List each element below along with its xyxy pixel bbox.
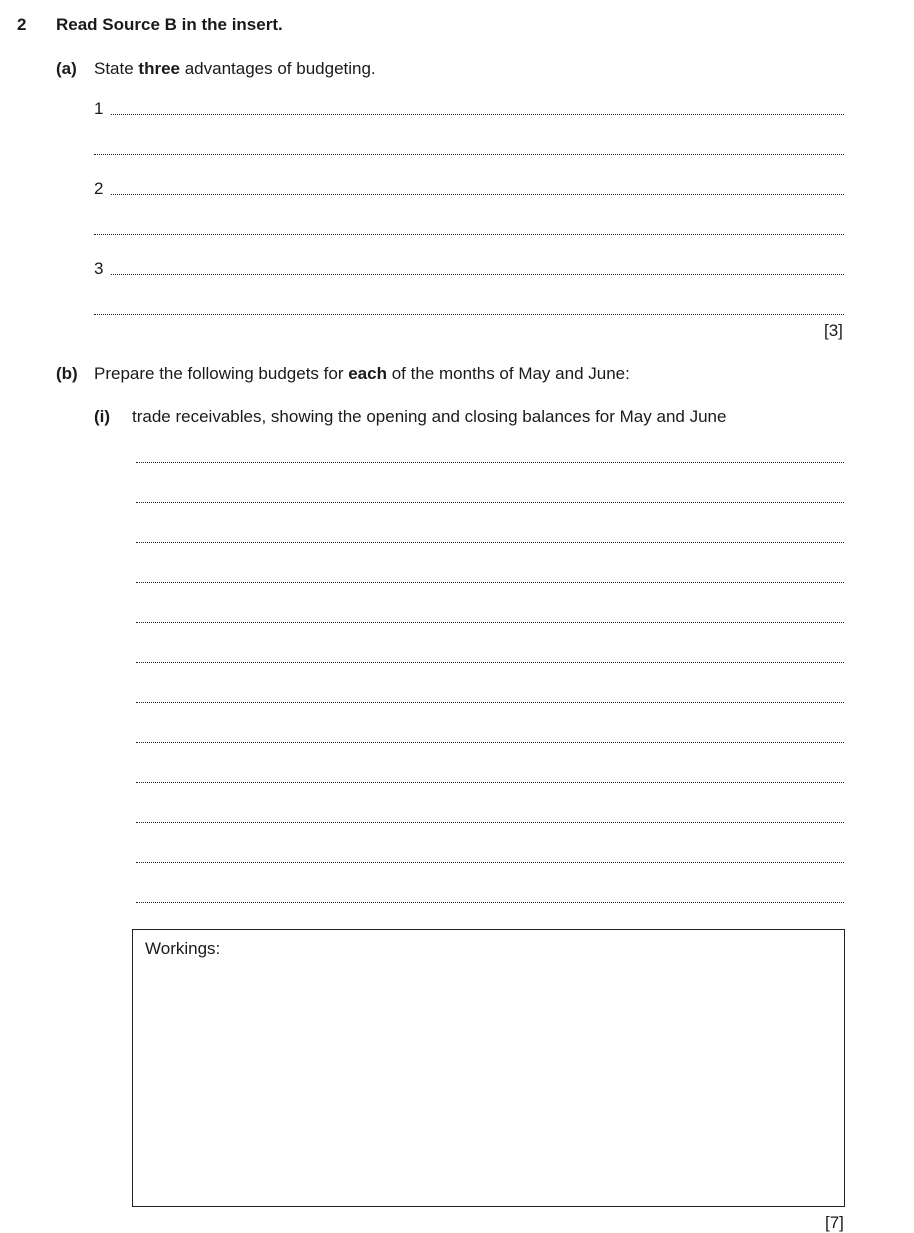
- part-a-text-bold: three: [138, 59, 180, 78]
- part-b-text-bold: each: [348, 364, 387, 383]
- answer-line-1b[interactable]: [94, 154, 844, 155]
- answer-line-b10[interactable]: [136, 822, 844, 823]
- answer-line-b7[interactable]: [136, 702, 844, 703]
- answer-number-2: 2: [94, 179, 104, 198]
- answer-line-b5[interactable]: [136, 622, 844, 623]
- answer-number-1: 1: [94, 99, 104, 118]
- answer-line-b3[interactable]: [136, 542, 844, 543]
- answer-line-2a[interactable]: [111, 194, 844, 195]
- answer-line-3b[interactable]: [94, 314, 844, 315]
- answer-line-b6[interactable]: [136, 662, 844, 663]
- answer-line-b9[interactable]: [136, 782, 844, 783]
- answer-line-b4[interactable]: [136, 582, 844, 583]
- question-instruction: Read Source B in the insert.: [56, 15, 283, 34]
- answer-line-b11[interactable]: [136, 862, 844, 863]
- part-b-question: [94, 364, 630, 384]
- part-a-text-before: State: [94, 59, 139, 78]
- part-b-marks: [7]: [825, 1213, 844, 1232]
- answer-line-b12[interactable]: [136, 902, 844, 903]
- part-b-text-after: of the months of May and June:: [386, 364, 630, 383]
- part-b-i-label: (i): [94, 407, 111, 426]
- part-a-text-after: advantages of budgeting.: [180, 59, 376, 78]
- part-b-i-text: trade receivables, showing the opening and closing balances for May and June: [132, 407, 727, 426]
- question-number: 2: [17, 15, 27, 34]
- answer-line-b8[interactable]: [136, 742, 844, 743]
- part-a-label: (a): [56, 59, 77, 78]
- part-a-marks: [3]: [824, 321, 843, 340]
- answer-line-2b[interactable]: [94, 234, 844, 235]
- answer-number-3: 3: [94, 259, 104, 278]
- answer-line-b2[interactable]: [136, 502, 844, 503]
- answer-line-1a[interactable]: [111, 114, 844, 115]
- part-b-label: (b): [56, 364, 78, 383]
- part-a-question: [94, 59, 376, 79]
- workings-label: Workings:: [145, 939, 221, 958]
- answer-line-b1[interactable]: [136, 462, 844, 463]
- answer-line-3a[interactable]: [111, 274, 844, 275]
- workings-box[interactable]: [132, 929, 845, 1207]
- part-b-text-before: Prepare the following budgets for: [94, 364, 349, 383]
